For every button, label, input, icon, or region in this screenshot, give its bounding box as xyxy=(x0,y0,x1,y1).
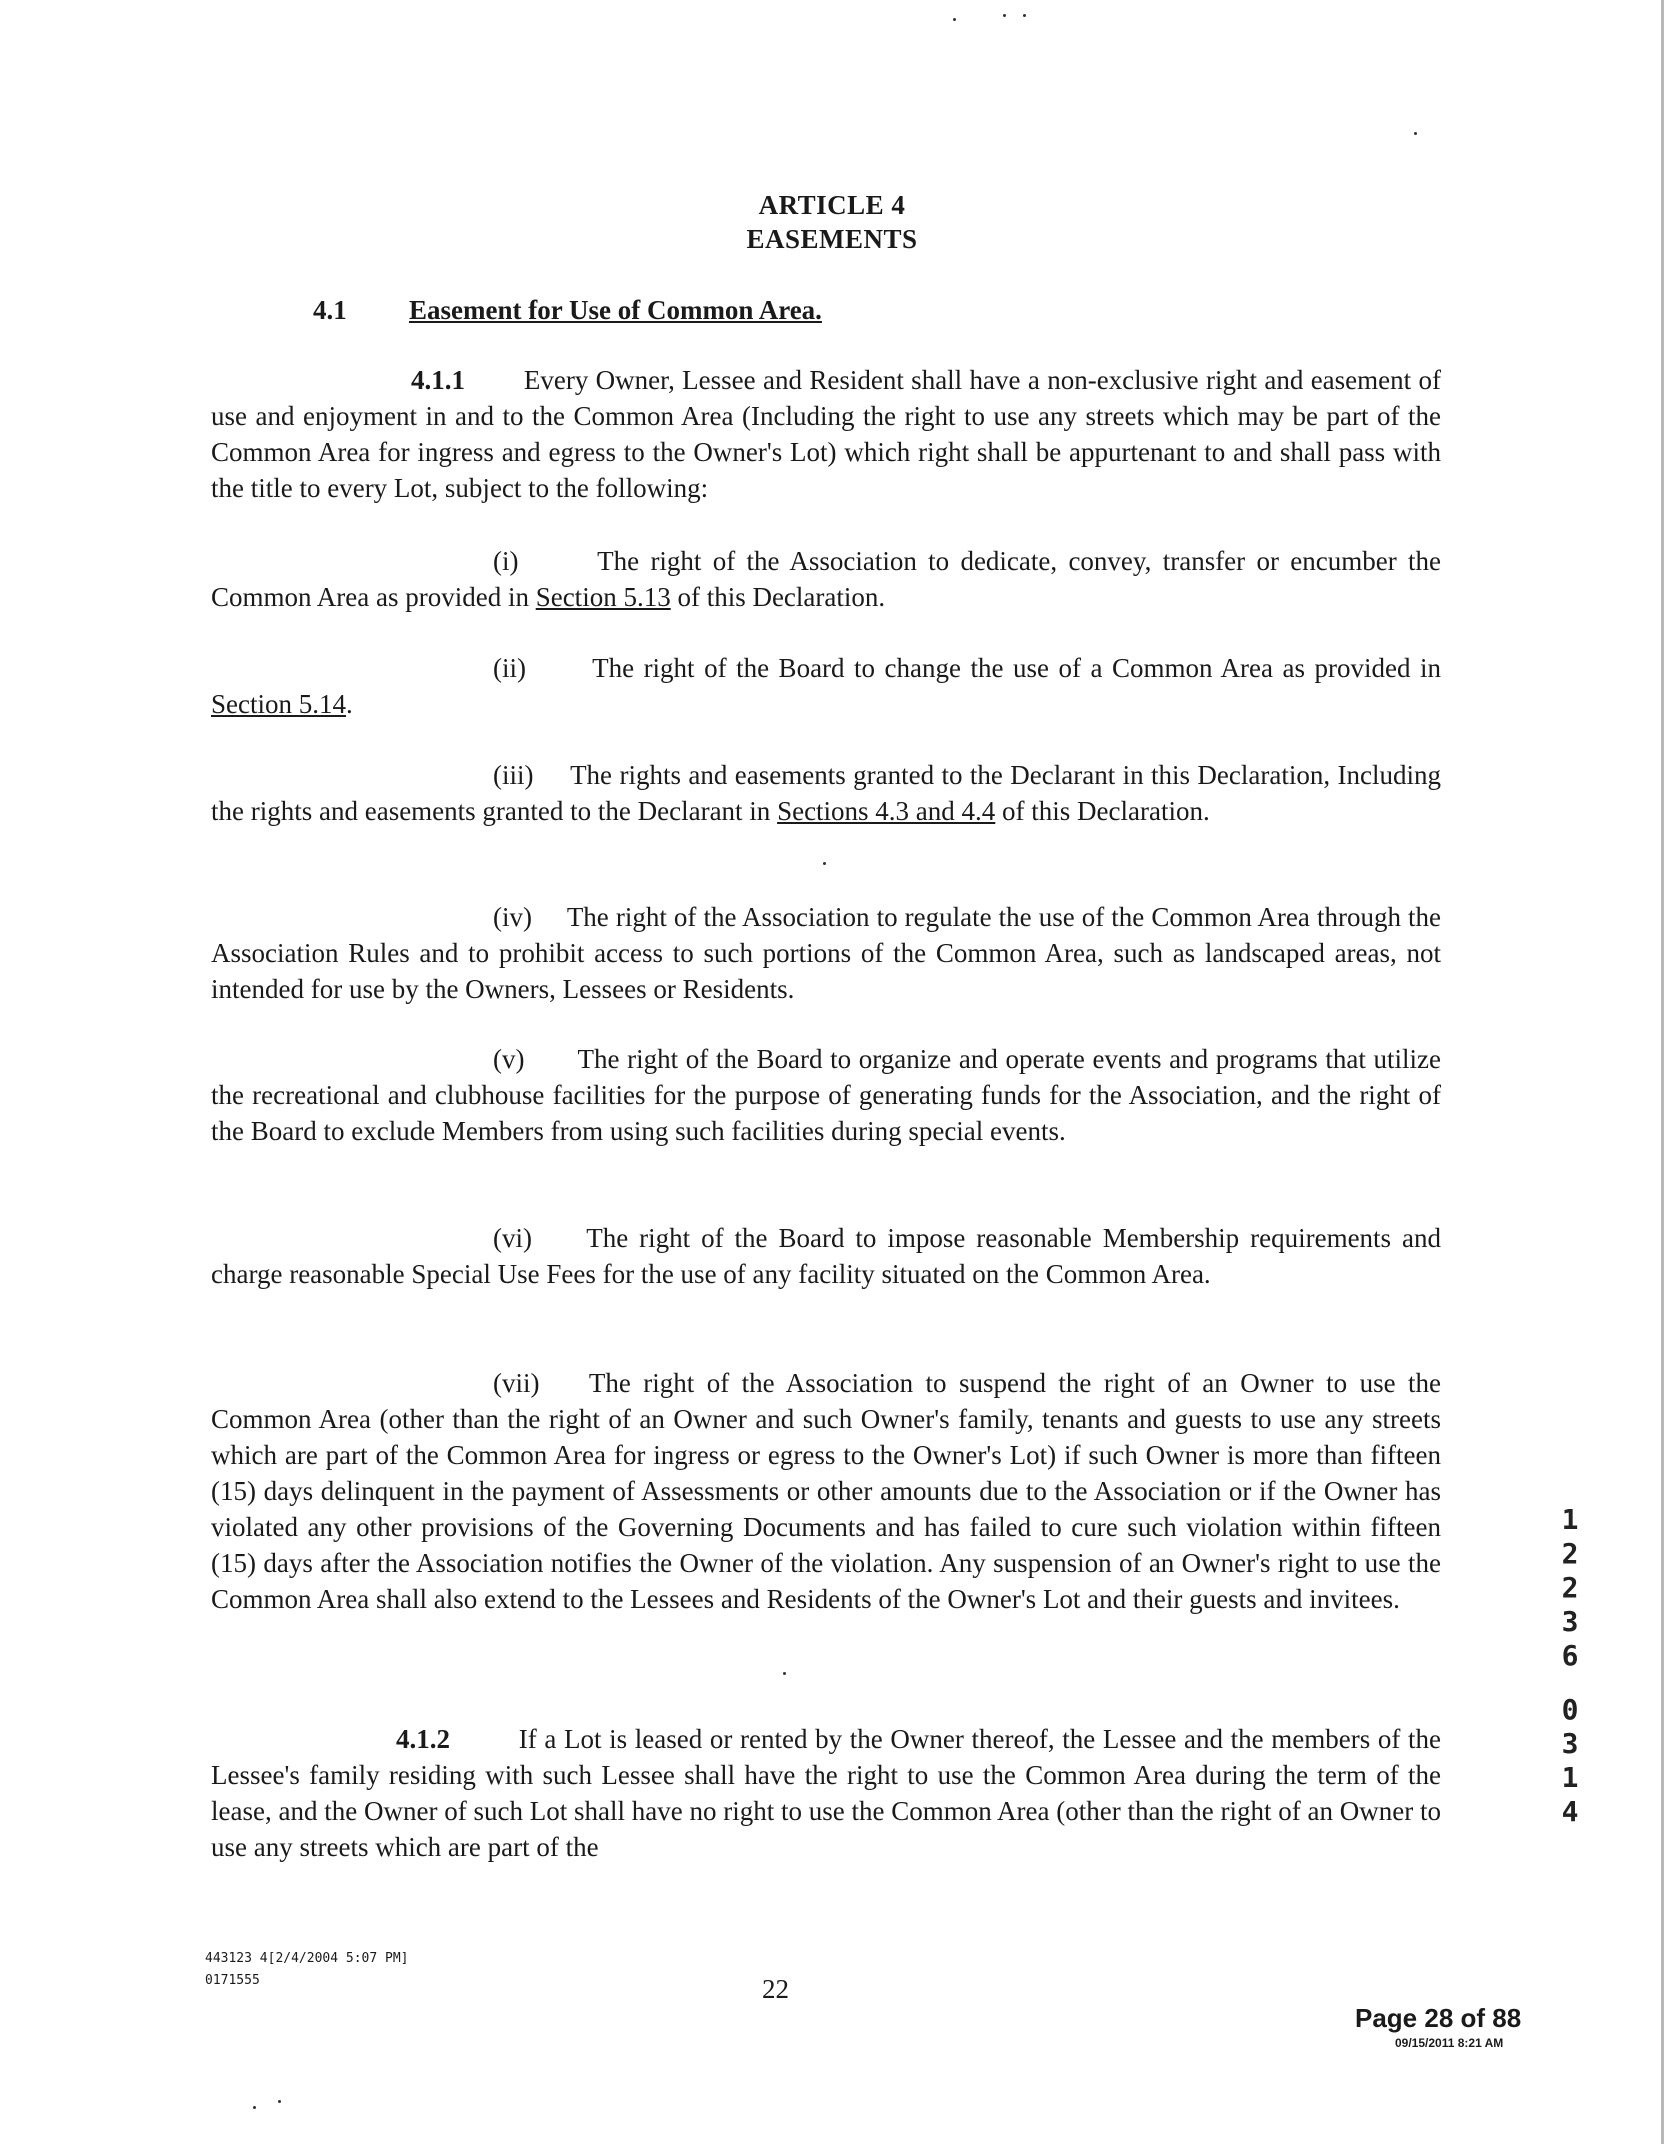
recording-digit: 6 xyxy=(1561,1639,1579,1672)
item-number: (iv) xyxy=(493,902,532,932)
paragraph-4-1-2 xyxy=(211,1721,1441,1865)
item-text: The rights and easements granted to the Declarant in this Declaration, Including the rights and easements granted to the Declarant in xyxy=(211,760,1442,826)
item-number: (vii) xyxy=(493,1368,540,1398)
list-item-ii xyxy=(211,650,1441,722)
item-text-end: . xyxy=(346,689,353,719)
list-item-vii xyxy=(211,1365,1441,1617)
list-item-vi xyxy=(211,1220,1441,1292)
section-number: 4.1 xyxy=(313,295,347,325)
paragraph-text: Every Owner, Lessee and Resident shall have a non-exclusive right and easement of use and enjoyment in and to the Common Area (Including the right to use any streets which may be part of the Common Area for ingress and egress to the Owner's Lot) which right shall be appurtenant to and shall pass with the title to every Lot, subject to the following: xyxy=(211,365,1441,503)
recording-digit: 0 xyxy=(1561,1693,1579,1726)
paragraph-text: If a Lot is leased or rented by the Owner thereof, the Lessee and the members of the Lessee's family residing with such Lessee shall have the right to use the Common Area during the term of the lease, and the Owner of such Lot shall have no right to use the Common Area (other than the right of an Owner to use any streets which are part of the xyxy=(211,1724,1441,1862)
item-text: The right of the Association to suspend the right of an Owner to use the Common Area (other than the right of an Owner and such Owner's family, tenants and guests to use any streets which are part of the Common Area for ingress or egress to the Owner's Lot) if such Owner is more than fifteen (15) days delinquent in the payment of Assessments or other amounts due to the Association or if the Owner has violated any other provisions of the Governing Documents and has failed to cure such violation within fifteen (15) days after the Association notifies the Owner of the violation. Any suspension of an Owner's right to use the Common Area shall also extend to the Lessees and Residents of the Owner's Lot and their guests and invitees. xyxy=(211,1368,1441,1614)
list-item-iv xyxy=(211,899,1441,1007)
scan-speck xyxy=(783,1672,786,1675)
section-reference: Section 5.13 xyxy=(535,582,671,612)
item-number: (vi) xyxy=(493,1223,532,1253)
item-number: (iii) xyxy=(493,760,534,790)
item-text: The right of the Board to impose reasonable Membership requirements and charge reasonable Special Use Fees for the use of any facility situated on the Common Area. xyxy=(211,1223,1441,1289)
section-reference: Sections 4.3 and 4.4 xyxy=(777,796,996,826)
article-title: EASEMENTS xyxy=(746,224,918,254)
item-text-end: of this Declaration. xyxy=(995,796,1210,826)
item-text-end: of this Declaration. xyxy=(670,582,886,612)
recording-digit: 1 xyxy=(1561,1503,1579,1536)
page-number: 22 xyxy=(762,1974,789,2004)
recording-digit: 2 xyxy=(1561,1537,1579,1570)
scan-speck xyxy=(278,2100,281,2103)
scan-speck xyxy=(1414,132,1417,135)
item-number: (i) xyxy=(493,546,519,576)
item-text: The right of the Board to change the use of a Common Area as provided in xyxy=(592,653,1441,683)
recording-timestamp: 09/15/2011 8:21 AM xyxy=(1395,2036,1504,2050)
scan-speck xyxy=(253,2106,256,2109)
scan-speck xyxy=(823,862,826,865)
paragraph-number: 4.1.1 xyxy=(411,365,465,395)
paragraph-number: 4.1.2 xyxy=(396,1724,450,1754)
recording-digit: 2 xyxy=(1561,1571,1579,1604)
list-item-v xyxy=(211,1041,1441,1149)
item-number: (ii) xyxy=(493,653,526,683)
scan-speck xyxy=(953,18,956,21)
document-code: 443123 4[2/4/2004 5:07 PM] xyxy=(205,1951,409,1966)
scan-speck xyxy=(1003,14,1006,17)
paragraph-4-1-1 xyxy=(211,362,1441,506)
recording-digit: 3 xyxy=(1561,1605,1579,1638)
section-title: Easement for Use of Common Area. xyxy=(409,295,822,325)
item-text: The right of the Association to dedicate, convey, transfer or encumber the Common Area as provided in xyxy=(211,546,1442,612)
document-number: 0171555 xyxy=(205,1973,260,1988)
recording-page-stamp: Page 28 of 88 xyxy=(1355,2003,1522,2033)
recording-digit: 4 xyxy=(1561,1795,1579,1828)
article-label: ARTICLE 4 xyxy=(758,190,906,220)
recording-digit: 3 xyxy=(1561,1727,1579,1760)
scan-speck xyxy=(1023,14,1026,17)
item-text: The right of the Board to organize and operate events and programs that utilize the recreational and clubhouse facilities for the purpose of generating funds for the Association, and the right of the Board to exclude Members from using such facilities during special events. xyxy=(211,1044,1442,1146)
item-number: (v) xyxy=(493,1044,525,1074)
list-item-iii xyxy=(211,757,1441,829)
section-reference: Section 5.14 xyxy=(211,689,346,719)
item-text: The right of the Association to regulate the use of the Common Area through the Association Rules and to prohibit access to such portions of the Common Area, such as landscaped areas, not intended for use by the Owners, Lessees or Residents. xyxy=(211,902,1441,1004)
list-item-i xyxy=(211,543,1441,615)
recording-number-vertical xyxy=(1555,1503,1585,1829)
recording-digit: 1 xyxy=(1561,1761,1579,1794)
